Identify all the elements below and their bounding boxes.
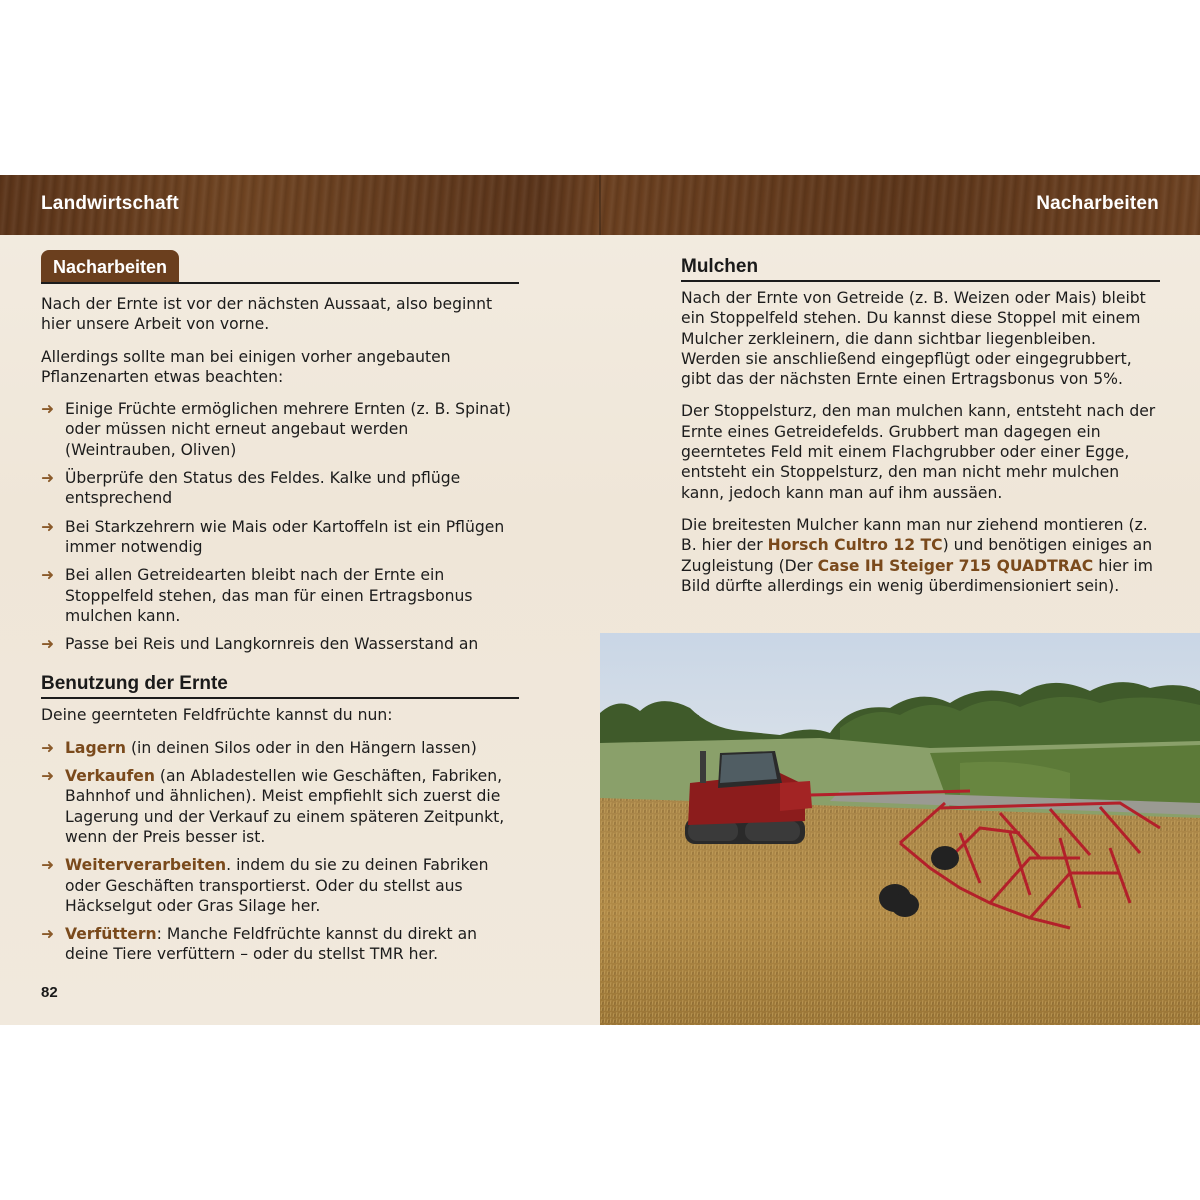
term-description: : Manche Feldfrüchte kannst du direkt an deine Tiere verfüttern – oder du stellst TMR her. [65, 925, 478, 964]
term-store: Lagern [65, 738, 126, 757]
list-item-text: Passe bei Reis und Langkornreis den Wasserstand an [65, 635, 479, 654]
arrow-right-icon: ➜ [41, 517, 55, 536]
p3-text-c: hier im Bild dürfte allerdings ein wenig überdimensioniert sein). [681, 556, 1153, 595]
p3-text-a: Die breitesten Mulcher kann man nur ziehend montieren (z. B. hier der [681, 515, 1148, 555]
arrow-right-icon: ➜ [41, 400, 55, 419]
list-item-text: Bei Starkzehrern wie Mais oder Kartoffeln ist ein Pflügen immer notwendig [65, 517, 505, 556]
list-item [41, 738, 519, 758]
page-seam [599, 175, 601, 235]
term-description: (an Abladestellen wie Geschäften, Fabriken, Bahnhof und ähnlichen). Meist empfiehlt sich zuerst die Lagerung und der Verkauf zu einem späteren Zeitpunkt, wenn der Preis besser ist. [65, 767, 505, 846]
right-page [681, 255, 1160, 608]
tractor-name: Case IH Steiger 715 QUADTRAC [817, 556, 1094, 575]
term-process: Weiterverarbeiten [65, 856, 227, 875]
heading-rule [41, 282, 519, 284]
list-item-text: Einige Früchte ermöglichen mehrere Ernten (z. B. Spinat) oder müssen nicht erneut angebaut werden (Weintrauben, Oliven) [65, 400, 511, 459]
list-item-text: Bei allen Getreidearten bleibt nach der Ernte ein Stoppelfeld stehen, das man für einen Ertragsbonus mulchen kann. [65, 566, 473, 625]
list-item [41, 517, 519, 558]
harvest-use-list [41, 738, 519, 965]
section-heading-harvest-use: Benutzung der Ernte [41, 672, 519, 699]
mulching-paragraph-2: Der Stoppelsturz, den man mulchen kann, entsteht nach der Ernte eines Getreidefelds. Grubbert man dagegen ein geerntetes Feld mit einem Flachgrubber oder einer Egge, entsteht ein Stoppelsturz, den man nicht mehr mulchen kann, jedoch kann man auf ihm aussäen. [681, 402, 1156, 502]
intro-paragraph-1: Nach der Ernte ist vor der nächsten Aussaat, also beginnt hier unsere Arbeit von vorne. [41, 295, 493, 334]
hints-list [41, 399, 519, 654]
term-sell: Verkaufen [65, 767, 155, 786]
tractor-photo [600, 633, 1200, 1025]
mulching-paragraph-1: Nach der Ernte von Getreide (z. B. Weizen oder Mais) bleibt ein Stoppelfeld stehen. Du kannst diese Stoppel mit einem Mulcher zerkleinern, die dann sichtbar liegenbleiben. Werden sie anschließend eingepflügt oder eingegrubbert, gibt das der nächsten Ernte einen Ertragsbonus von 5%. [681, 289, 1146, 389]
intro-paragraph-2: Allerdings sollte man bei einigen vorher angebauten Pflanzenarten etwas beachten: [41, 347, 451, 386]
term-description: . indem du sie zu deinen Fabriken oder Geschäften transportierst. Oder du stellst aus Häckselgut oder Gras Silage her. [65, 856, 489, 915]
p3-text-b: ) und benötigen einiges an Zugleistung (Der [681, 536, 1153, 575]
section-running-title: Nacharbeiten [1036, 193, 1159, 214]
left-page [41, 250, 519, 973]
list-item [41, 855, 519, 916]
arrow-right-icon: ➜ [41, 767, 55, 786]
implement-name: Horsch Cultro 12 TC [767, 536, 943, 555]
page-number: 82 [41, 984, 58, 1001]
header-bar [0, 175, 1200, 235]
arrow-right-icon: ➜ [41, 738, 55, 757]
list-item [41, 468, 519, 509]
term-feed: Verfüttern [65, 925, 157, 944]
arrow-right-icon: ➜ [41, 566, 55, 585]
list-item [41, 399, 519, 460]
list-item [41, 924, 519, 965]
tab-heading-label: Nacharbeiten [41, 250, 179, 282]
term-description: (in deinen Silos oder in den Hängern lassen) [126, 738, 477, 757]
tractor-photo-illustration [600, 633, 1200, 1025]
arrow-right-icon: ➜ [41, 635, 55, 654]
tab-heading [41, 250, 519, 284]
list-item-text: Überprüfe den Status des Feldes. Kalke und pflüge entsprechend [65, 469, 461, 508]
list-item [41, 634, 519, 654]
arrow-right-icon: ➜ [41, 469, 55, 488]
mulching-paragraph-3 [681, 515, 1160, 596]
harvest-use-intro: Deine geernteten Feldfrüchte kannst du nun: [41, 706, 393, 725]
arrow-right-icon: ➜ [41, 856, 55, 875]
section-heading-mulching: Mulchen [681, 255, 1160, 282]
book-spread [0, 175, 1200, 1025]
list-item [41, 766, 519, 847]
list-item [41, 565, 519, 626]
chapter-title: Landwirtschaft [41, 193, 179, 214]
arrow-right-icon: ➜ [41, 925, 55, 944]
